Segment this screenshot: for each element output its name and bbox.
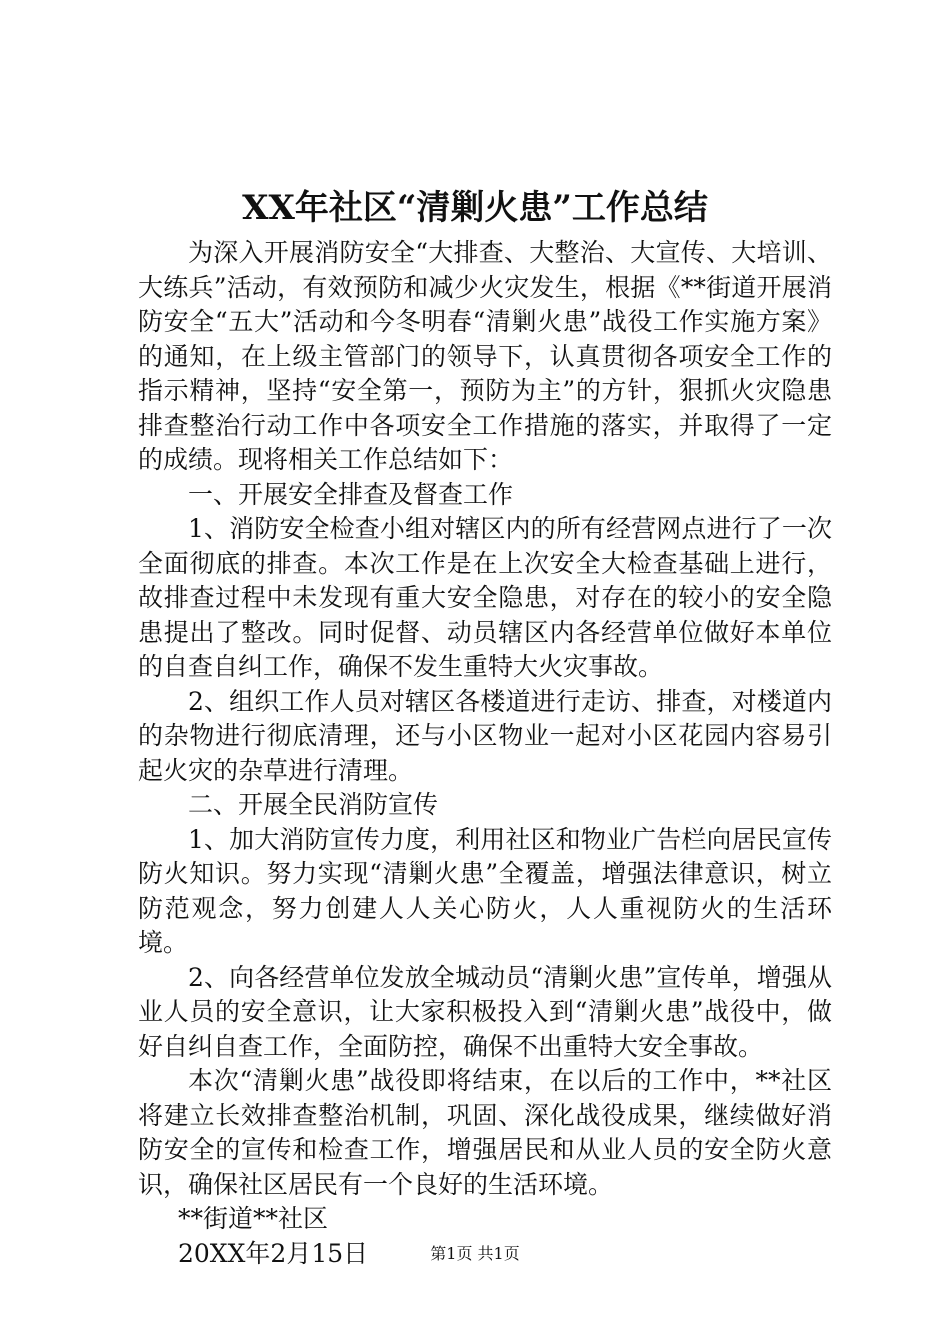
document-body [138, 236, 832, 1271]
signature: **街道**社区 [178, 1204, 329, 1233]
section-1-item-1: 1、消防安全检查小组对辖区内的所有经营网点进行了一次全面彻底的排查。本次工作是在上次安全大检查基础上进行，故排查过程中未发现有重大安全隐患，对存在的较小的安全隐患提出了整改。同时促督、动员辖区内各经营单位做好本单位的自查自纠工作，确保不发生重特大火灾事故。 [138, 514, 832, 681]
section-2-item-1: 1、加大消防宣传力度，利用社区和物业广告栏向居民宣传防火知识。努力实现“清剿火患”全覆盖，增强法律意识，树立防范观念，努力创建人人关心防火，人人重视防火的生活环境。 [138, 824, 832, 957]
closing-paragraph: 本次“清剿火患”战役即将结束，在以后的工作中，**社区将建立长效排查整治机制，巩固、深化战役成果，继续做好消防安全的宣传和检查工作，增强居民和从业人员的安全防火意识，确保社区居民有一个良好的生活环境。 [138, 1066, 832, 1199]
page-footer: 第1页 共1页 [430, 1244, 520, 1263]
intro-paragraph: 为深入开展消防安全“大排查、大整治、大宣传、大培训、大练兵”活动，有效预防和减少火灾发生，根据《**街道开展消防安全“五大”活动和今冬明春“清剿火患”战役工作实施方案》的通知，在上级主管部门的领导下，认真贯彻各项安全工作的指示精神，坚持“安全第一，预防为主”的方针，狠抓火灾隐患排查整治行动工作中各项安全工作措施的落实，并取得了一定的成绩。现将相关工作总结如下： [138, 238, 832, 474]
section-2-item-2: 2、向各经营单位发放全城动员“清剿火患”宣传单，增强从业人员的安全意识，让大家积极投入到“清剿火患”战役中，做好自纠自查工作，全面防控，确保不出重特大安全事故。 [138, 962, 832, 1061]
section-heading-1: 一、开展安全排查及督查工作 [188, 479, 514, 509]
section-1-item-2: 2、组织工作人员对辖区各楼道进行走访、排查，对楼道内的杂物进行彻底清理，还与小区物业一起对小区花园内容易引起火灾的杂草进行清理。 [138, 686, 832, 785]
document-title: XX年社区“清剿火患”工作总结 [242, 188, 708, 228]
document-date: 20XX年2月15日 [178, 1238, 369, 1268]
section-heading-2: 二、开展全民消防宣传 [188, 790, 439, 819]
